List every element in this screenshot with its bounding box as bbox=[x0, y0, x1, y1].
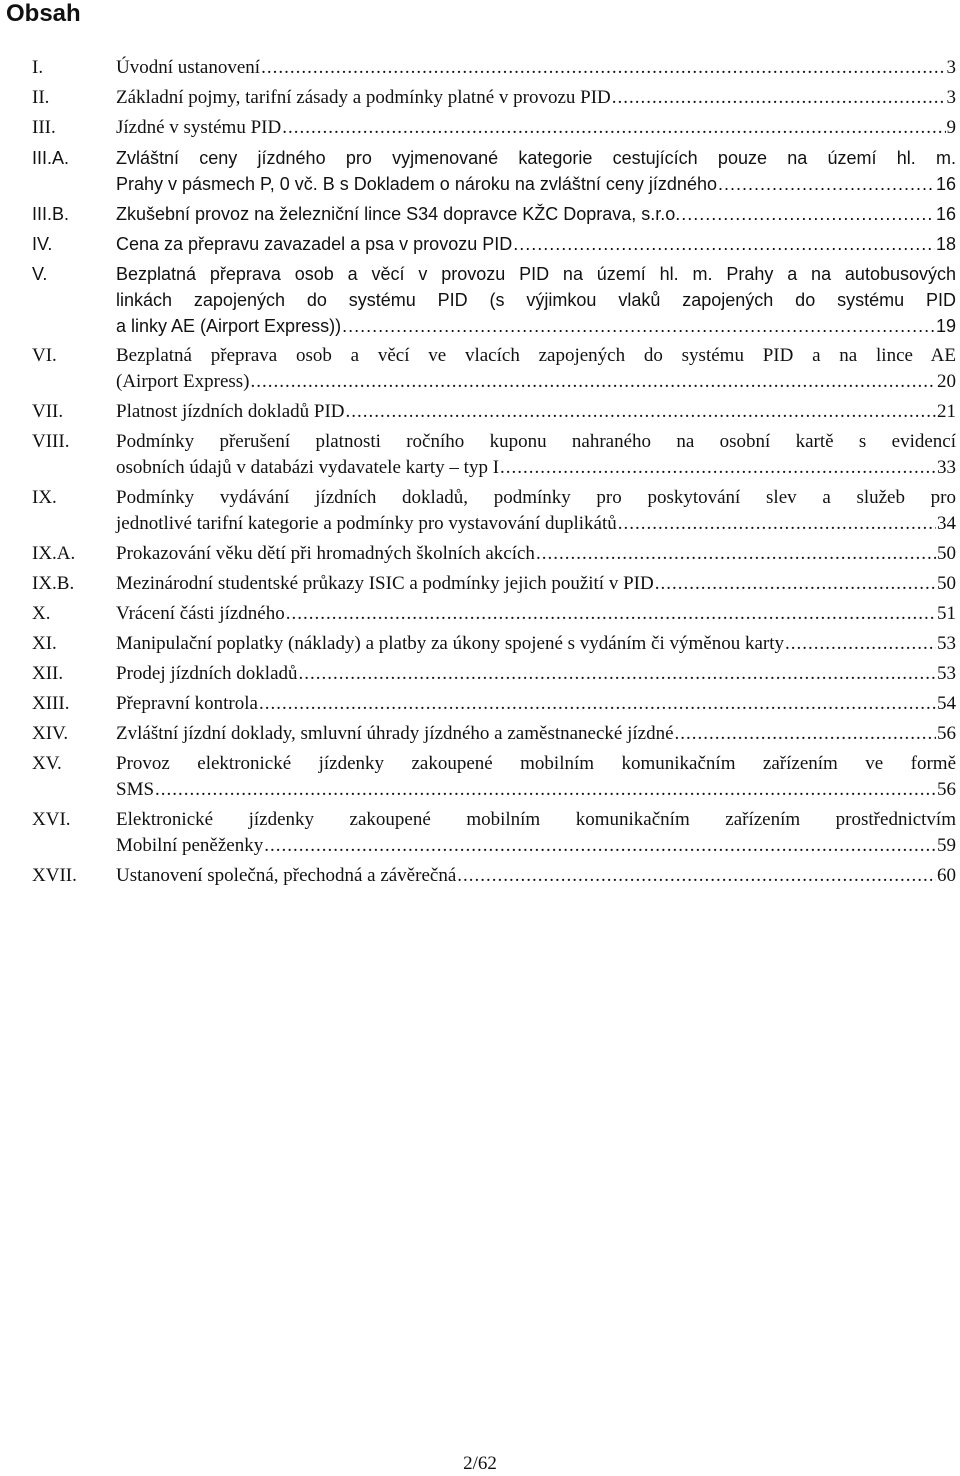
toc-entry-title-text: (Airport Express) bbox=[116, 371, 250, 392]
toc-entry-leader-line bbox=[116, 171, 956, 197]
toc-entry-page: 18 bbox=[935, 234, 956, 254]
toc-entry-number: IX.B. bbox=[32, 573, 75, 594]
toc-entry-title-line: Bezplatná přeprava osob a věcí v provozu PID na území hl. m. Prahy a na autobusových bbox=[116, 264, 956, 284]
toc-entry[interactable] bbox=[32, 631, 960, 657]
toc-entry-page: 50 bbox=[937, 543, 956, 564]
toc-entry-title bbox=[116, 343, 956, 395]
toc-entry-title bbox=[116, 261, 956, 339]
toc-entry-page: 59 bbox=[937, 835, 956, 856]
toc-entry[interactable] bbox=[32, 751, 960, 803]
toc-entry-title bbox=[116, 863, 956, 889]
toc-entry-leader-line bbox=[116, 541, 956, 567]
toc-entry-page: 60 bbox=[937, 865, 956, 886]
toc-entry-number: IV. bbox=[32, 234, 53, 254]
toc-entry[interactable] bbox=[32, 399, 960, 425]
toc-entry-page: 9 bbox=[946, 117, 956, 138]
toc-entry-title-text: Základní pojmy, tarifní zásady a podmínky platné v provozu PID bbox=[116, 87, 611, 108]
toc-entry-title-text: a linky AE (Airport Express)) bbox=[116, 316, 342, 336]
dot-leader bbox=[282, 115, 945, 141]
toc-entry-page: 16 bbox=[935, 174, 956, 194]
toc-entry-leader-line bbox=[116, 631, 956, 657]
toc-entry-page: 53 bbox=[937, 663, 956, 684]
toc-entry-leader-line bbox=[116, 369, 956, 395]
dot-leader bbox=[681, 201, 935, 227]
dot-leader bbox=[500, 455, 936, 481]
toc-entry-leader-line bbox=[116, 313, 956, 339]
toc-entry-leader-line bbox=[116, 863, 956, 889]
toc-entry-title-text: Ustanovení společná, přechodná a závěrečná bbox=[116, 865, 457, 886]
dot-leader bbox=[718, 171, 935, 197]
toc-entry-number: II. bbox=[32, 87, 50, 108]
toc-entry[interactable] bbox=[32, 571, 960, 597]
toc-entry-title-text: Jízdné v systému PID bbox=[116, 117, 282, 138]
toc-entry-number: III.B. bbox=[32, 204, 70, 224]
toc-entry-leader-line bbox=[116, 571, 956, 597]
toc-entry[interactable] bbox=[32, 429, 960, 481]
toc-entry-title-text: Přepravní kontrola bbox=[116, 693, 258, 714]
toc-entry[interactable] bbox=[32, 601, 960, 627]
toc-entry[interactable] bbox=[32, 691, 960, 717]
toc-entry-leader-line bbox=[116, 833, 956, 859]
toc-entry-page: 56 bbox=[937, 779, 956, 800]
toc-entry-leader-line bbox=[116, 55, 956, 81]
page-title: Obsah bbox=[6, 0, 81, 27]
toc-entry-number: XIII. bbox=[32, 693, 70, 714]
toc-entry[interactable] bbox=[32, 541, 960, 567]
toc-entry[interactable] bbox=[32, 115, 960, 141]
toc-entry-leader-line bbox=[116, 201, 956, 227]
toc-entry-title-text: Cena za přepravu zavazadel a psa v provozu PID bbox=[116, 234, 513, 254]
toc-entry-title bbox=[116, 601, 956, 627]
toc-entry-number: X. bbox=[32, 603, 51, 624]
toc-entry-leader-line bbox=[116, 231, 956, 257]
toc-entry-number: III. bbox=[32, 117, 56, 138]
toc-entry-page: 16 bbox=[935, 204, 956, 224]
toc-entry-title bbox=[116, 55, 956, 81]
toc-entry-title-text: Prahy v pásmech P, 0 vč. B s Dokladem o nároku na zvláštní ceny jízdného bbox=[116, 174, 717, 194]
toc-entry-title bbox=[116, 115, 956, 141]
toc-entry-title-text: osobních údajů v databázi vydavatele karty – typ I bbox=[116, 457, 500, 478]
toc-entry-page: 19 bbox=[935, 316, 956, 336]
table-of-contents bbox=[32, 55, 960, 893]
dot-leader bbox=[251, 369, 937, 395]
dot-leader bbox=[513, 231, 935, 257]
toc-entry-number: VII. bbox=[32, 401, 64, 422]
toc-entry-title-line: linkách zapojených do systému PID (s výjimkou vlaků zapojených do systému PID bbox=[116, 290, 956, 310]
toc-entry-leader-line bbox=[116, 691, 956, 717]
toc-entry-leader-line bbox=[116, 661, 956, 687]
toc-entry-title-line: Bezplatná přeprava osob a věcí ve vlacích zapojených do systému PID a na lince AE bbox=[116, 345, 956, 366]
toc-entry-number: XVI. bbox=[32, 809, 71, 830]
toc-entry-number: XIV. bbox=[32, 723, 69, 744]
toc-entry-page: 51 bbox=[937, 603, 956, 624]
toc-entry-number: XII. bbox=[32, 663, 64, 684]
toc-entry-page: 34 bbox=[937, 513, 956, 534]
toc-entry-title bbox=[116, 485, 956, 537]
toc-entry-page: 56 bbox=[937, 723, 956, 744]
dot-leader bbox=[259, 691, 936, 717]
dot-leader bbox=[299, 661, 936, 687]
toc-entry-title bbox=[116, 399, 956, 425]
toc-entry-page: 53 bbox=[937, 633, 956, 654]
toc-entry-title-text: Úvodní ustanovení bbox=[116, 57, 261, 78]
toc-entry-title-text: Mezinárodní studentské průkazy ISIC a podmínky jejich použití v PID bbox=[116, 573, 654, 594]
dot-leader bbox=[612, 85, 946, 111]
toc-entry-title-text: Manipulační poplatky (náklady) a platby za úkony spojené s vydáním či výměnou karty bbox=[116, 633, 784, 654]
dot-leader bbox=[342, 313, 935, 339]
toc-entry-leader-line bbox=[116, 511, 956, 537]
toc-entry-title-text: SMS bbox=[116, 779, 155, 800]
toc-entry-title-text: Zkušební provoz na železniční lince S34 dopravce KŽC Doprava, s.r.o. bbox=[116, 204, 681, 224]
toc-entry-number: IX. bbox=[32, 487, 57, 508]
dot-leader bbox=[155, 777, 936, 803]
toc-entry-number: III.A. bbox=[32, 148, 70, 168]
toc-entry-number: XVII. bbox=[32, 865, 77, 886]
toc-entry-title bbox=[116, 721, 956, 747]
toc-entry-number: XI. bbox=[32, 633, 57, 654]
dot-leader bbox=[536, 541, 936, 567]
toc-entry-leader-line bbox=[116, 721, 956, 747]
toc-entry-title-text: jednotlivé tarifní kategorie a podmínky pro vystavování duplikátů bbox=[116, 513, 617, 534]
toc-entry-leader-line bbox=[116, 85, 956, 111]
toc-entry[interactable] bbox=[32, 721, 960, 747]
dot-leader bbox=[264, 833, 936, 859]
toc-entry-title-text: Platnost jízdních dokladů PID bbox=[116, 401, 345, 422]
toc-entry[interactable] bbox=[32, 485, 960, 537]
toc-entry-page: 3 bbox=[946, 87, 956, 108]
dot-leader bbox=[785, 631, 936, 657]
toc-entry-title bbox=[116, 661, 956, 687]
toc-entry-title-line: Elektronické jízdenky zakoupené mobilním komunikačním zařízením prostřednictvím bbox=[116, 809, 956, 830]
dot-leader bbox=[457, 863, 936, 889]
toc-entry-page: 54 bbox=[937, 693, 956, 714]
toc-entry-title bbox=[116, 691, 956, 717]
toc-entry-number: I. bbox=[32, 57, 44, 78]
toc-entry-title-text: Zvláštní jízdní doklady, smluvní úhrady jízdného a zaměstnanecké jízdné bbox=[116, 723, 674, 744]
toc-entry-page: 3 bbox=[946, 57, 956, 78]
toc-entry-title bbox=[116, 145, 956, 197]
toc-entry-title bbox=[116, 201, 956, 227]
toc-entry[interactable] bbox=[32, 231, 960, 257]
dot-leader bbox=[655, 571, 936, 597]
toc-entry-title bbox=[116, 807, 956, 859]
toc-entry-number: V. bbox=[32, 264, 48, 284]
toc-entry-title-text: Prokazování věku dětí při hromadných školních akcích bbox=[116, 543, 535, 564]
toc-entry[interactable] bbox=[32, 55, 960, 81]
toc-entry[interactable] bbox=[32, 863, 960, 889]
toc-entry-page: 33 bbox=[937, 457, 956, 478]
toc-entry-title-line: Provoz elektronické jízdenky zakoupené mobilním komunikačním zařízením ve formě bbox=[116, 753, 956, 774]
toc-entry-title bbox=[116, 541, 956, 567]
toc-entry-number: XV. bbox=[32, 753, 62, 774]
toc-entry[interactable] bbox=[32, 145, 960, 197]
dot-leader bbox=[675, 721, 936, 747]
toc-entry-leader-line bbox=[116, 115, 956, 141]
dot-leader bbox=[618, 511, 936, 537]
dot-leader bbox=[261, 55, 945, 81]
toc-entry-title-line: Podmínky přerušení platnosti ročního kuponu nahraného na osobní kartě s evidencí bbox=[116, 431, 956, 452]
toc-entry-title bbox=[116, 231, 956, 257]
toc-entry-page: 21 bbox=[937, 401, 956, 422]
toc-entry-page: 20 bbox=[937, 371, 956, 392]
toc-entry[interactable] bbox=[32, 807, 960, 859]
toc-entry-title-line: Zvláštní ceny jízdného pro vyjmenované kategorie cestujících pouze na území hl. m. bbox=[116, 148, 956, 168]
page-number: 2/62 bbox=[463, 1453, 497, 1474]
toc-entry-leader-line bbox=[116, 399, 956, 425]
toc-entry[interactable] bbox=[32, 343, 960, 395]
toc-entry-leader-line bbox=[116, 777, 956, 803]
toc-entry-title bbox=[116, 751, 956, 803]
toc-entry[interactable] bbox=[32, 261, 960, 339]
toc-entry-leader-line bbox=[116, 601, 956, 627]
dot-leader bbox=[346, 399, 936, 425]
toc-entry-number: IX.A. bbox=[32, 543, 76, 564]
toc-entry[interactable] bbox=[32, 201, 960, 227]
toc-entry[interactable] bbox=[32, 85, 960, 111]
toc-entry-title bbox=[116, 85, 956, 111]
toc-entry-title-line: Podmínky vydávání jízdních dokladů, podmínky pro poskytování slev a služeb pro bbox=[116, 487, 956, 508]
toc-entry-title-text: Vrácení části jízdného bbox=[116, 603, 285, 624]
toc-entry-title bbox=[116, 571, 956, 597]
toc-entry-leader-line bbox=[116, 455, 956, 481]
toc-entry-title-text: Prodej jízdních dokladů bbox=[116, 663, 298, 684]
toc-entry-title-text: Mobilní peněženky bbox=[116, 835, 264, 856]
toc-entry-title bbox=[116, 631, 956, 657]
dot-leader bbox=[286, 601, 936, 627]
toc-entry[interactable] bbox=[32, 661, 960, 687]
toc-entry-page: 50 bbox=[937, 573, 956, 594]
toc-entry-number: VIII. bbox=[32, 431, 70, 452]
toc-entry-title bbox=[116, 429, 956, 481]
toc-entry-number: VI. bbox=[32, 345, 57, 366]
